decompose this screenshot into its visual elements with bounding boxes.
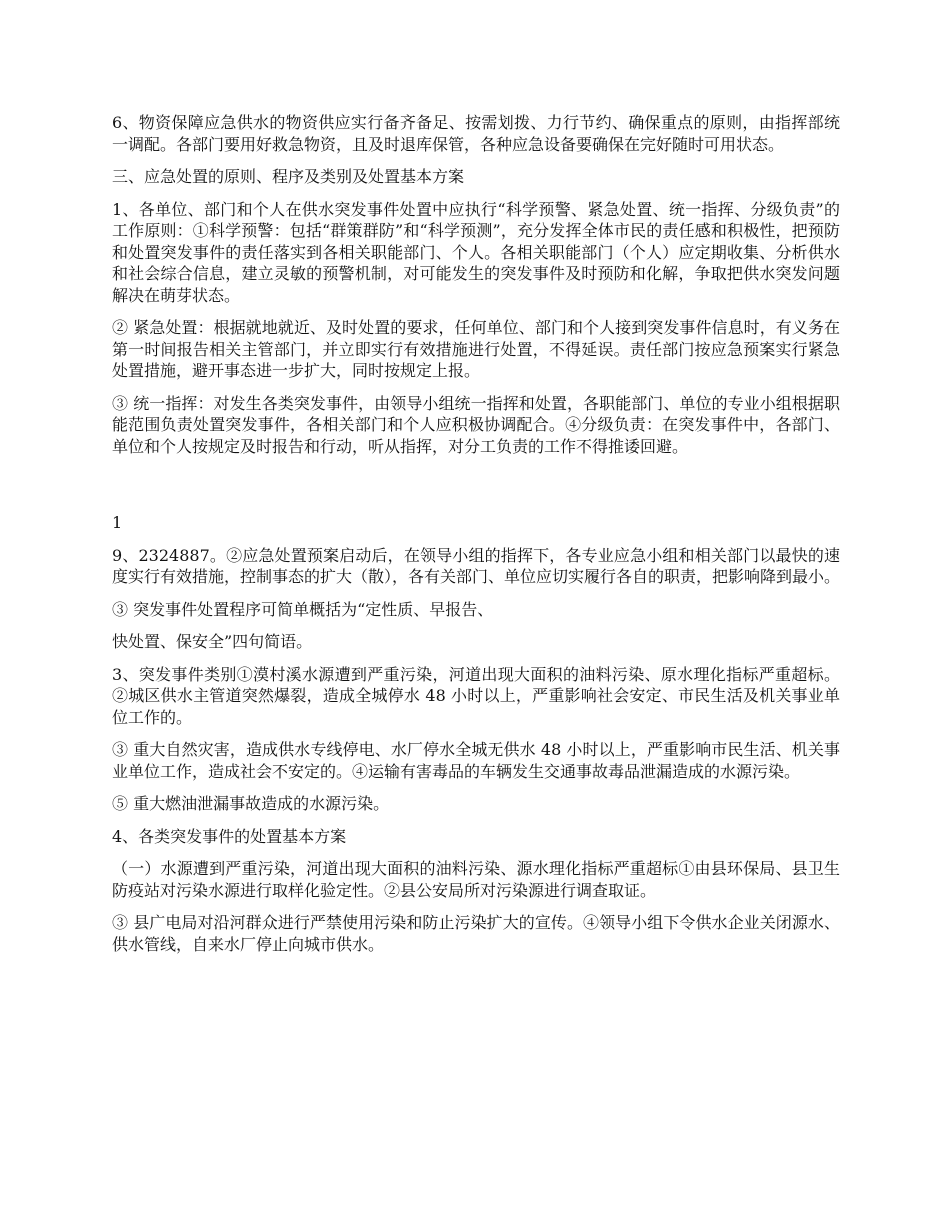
page-gap <box>112 468 840 512</box>
paragraph-fuel-leak: ⑤ 重大燃油泄漏事故造成的水源污染。 <box>112 794 390 813</box>
section-heading-emergency-principles: 三、应急处置的原则、程序及类别及处置基本方案 <box>112 167 465 186</box>
document-body <box>112 112 840 966</box>
paragraph-materials-guarantee: 6、物资保障应急供水的物资供应实行备齐备足、按需划拨、力行节约、确保重点的原则，由指挥部统一调配。各部门要用好救急物资，且及时退库保管，各种应急设备要确保在完好随时可用状态。 <box>112 113 840 154</box>
paragraph-natural-disaster: ③ 重大自然灾害，造成供水专线停电、水厂停水全城无供水 48 小时以上，严重影响市民生活、机关事业单位工作，造成社会不安定的。④运输有害毒品的车辆发生交通事故毒品泄漏造成的水源污染。 <box>112 740 840 781</box>
paragraph-procedure-summary: ③ 突发事件处置程序可简单概括为“定性质、早报告、 <box>112 599 494 619</box>
paragraph-broadcast-publicity: ③ 县广电局对沿河群众进行严禁使用污染和防止污染扩大的宣传。④领导小组下令供水企业关闭源水、供水管线，自来水厂停止向城市供水。 <box>112 913 840 954</box>
paragraph-incident-categories: 3、突发事件类别①漠村溪水源遭到严重污染，河道出现大面积的油料污染、原水理化指标严重超标。②城区供水主管道突然爆裂，造成全城停水 48 小时以上，严重影响社会安定、市民生活及机关事业单位工作的。 <box>112 664 840 727</box>
paragraph-water-source-pollution: （一）水源遭到严重污染，河道出现大面积的油料污染、源水理化指标严重超标①由县环保局、县卫生防疫站对污染水源进行取样化验定性。②县公安局所对污染源进行调查取证。 <box>112 859 840 900</box>
section-heading-handling-plans: 4、各类突发事件的处置基本方案 <box>112 826 347 846</box>
paragraph-plan-activation: 9、2324887。②应急处置预案启动后，在领导小组的指挥下，各专业应急小组和相关部门以最快的速度实行有效措施，控制事态的扩大（散），各有关部门、单位应切实履行各自的职责，把影响降到最小。 <box>112 545 841 586</box>
paragraph-unified-command: ③ 统一指挥：对发生各类突发事件，由领导小组统一指挥和处置，各职能部门、单位的专业小组根据职能范围负责处置突发事件，各相关部门和个人应积极协调配合。④分级负责：在突发事件中，各部门、单位和个人按规定及时报告和行动，听从指挥，对分工负责的工作不得推诿回避。 <box>112 393 840 456</box>
paragraph-procedure-summary-cont: 快处置、保安全”四句简语。 <box>112 632 313 651</box>
paragraph-work-principles: 1、各单位、部门和个人在供水突发事件处置中应执行“科学预警、紧急处置、统一指挥、分级负责”的工作原则：①科学预警：包括“群策群防”和“科学预测”，充分发挥全体市民的责任感和积极性，把预防和处置突发事件的责任落实到各相关职能部门、个人。各相关职能部门（个人）应定期收集、分析供水和社会综合信息，建立灵敏的预警机制，对可能发生的突发事件及时预防和化解，争取把供水突发问题解决在萌芽状态。 <box>112 199 840 305</box>
page-number: 1 <box>112 513 123 532</box>
paragraph-emergency-handling: ② 紧急处置：根据就地就近、及时处置的要求，任何单位、部门和个人接到突发事件信息时，有义务在第一时间报告相关主管部门，并立即实行有效措施进行处置，不得延误。责任部门按应急预案实行紧急处置措施，避开事态进一步扩大，同时按规定上报。 <box>112 318 840 380</box>
